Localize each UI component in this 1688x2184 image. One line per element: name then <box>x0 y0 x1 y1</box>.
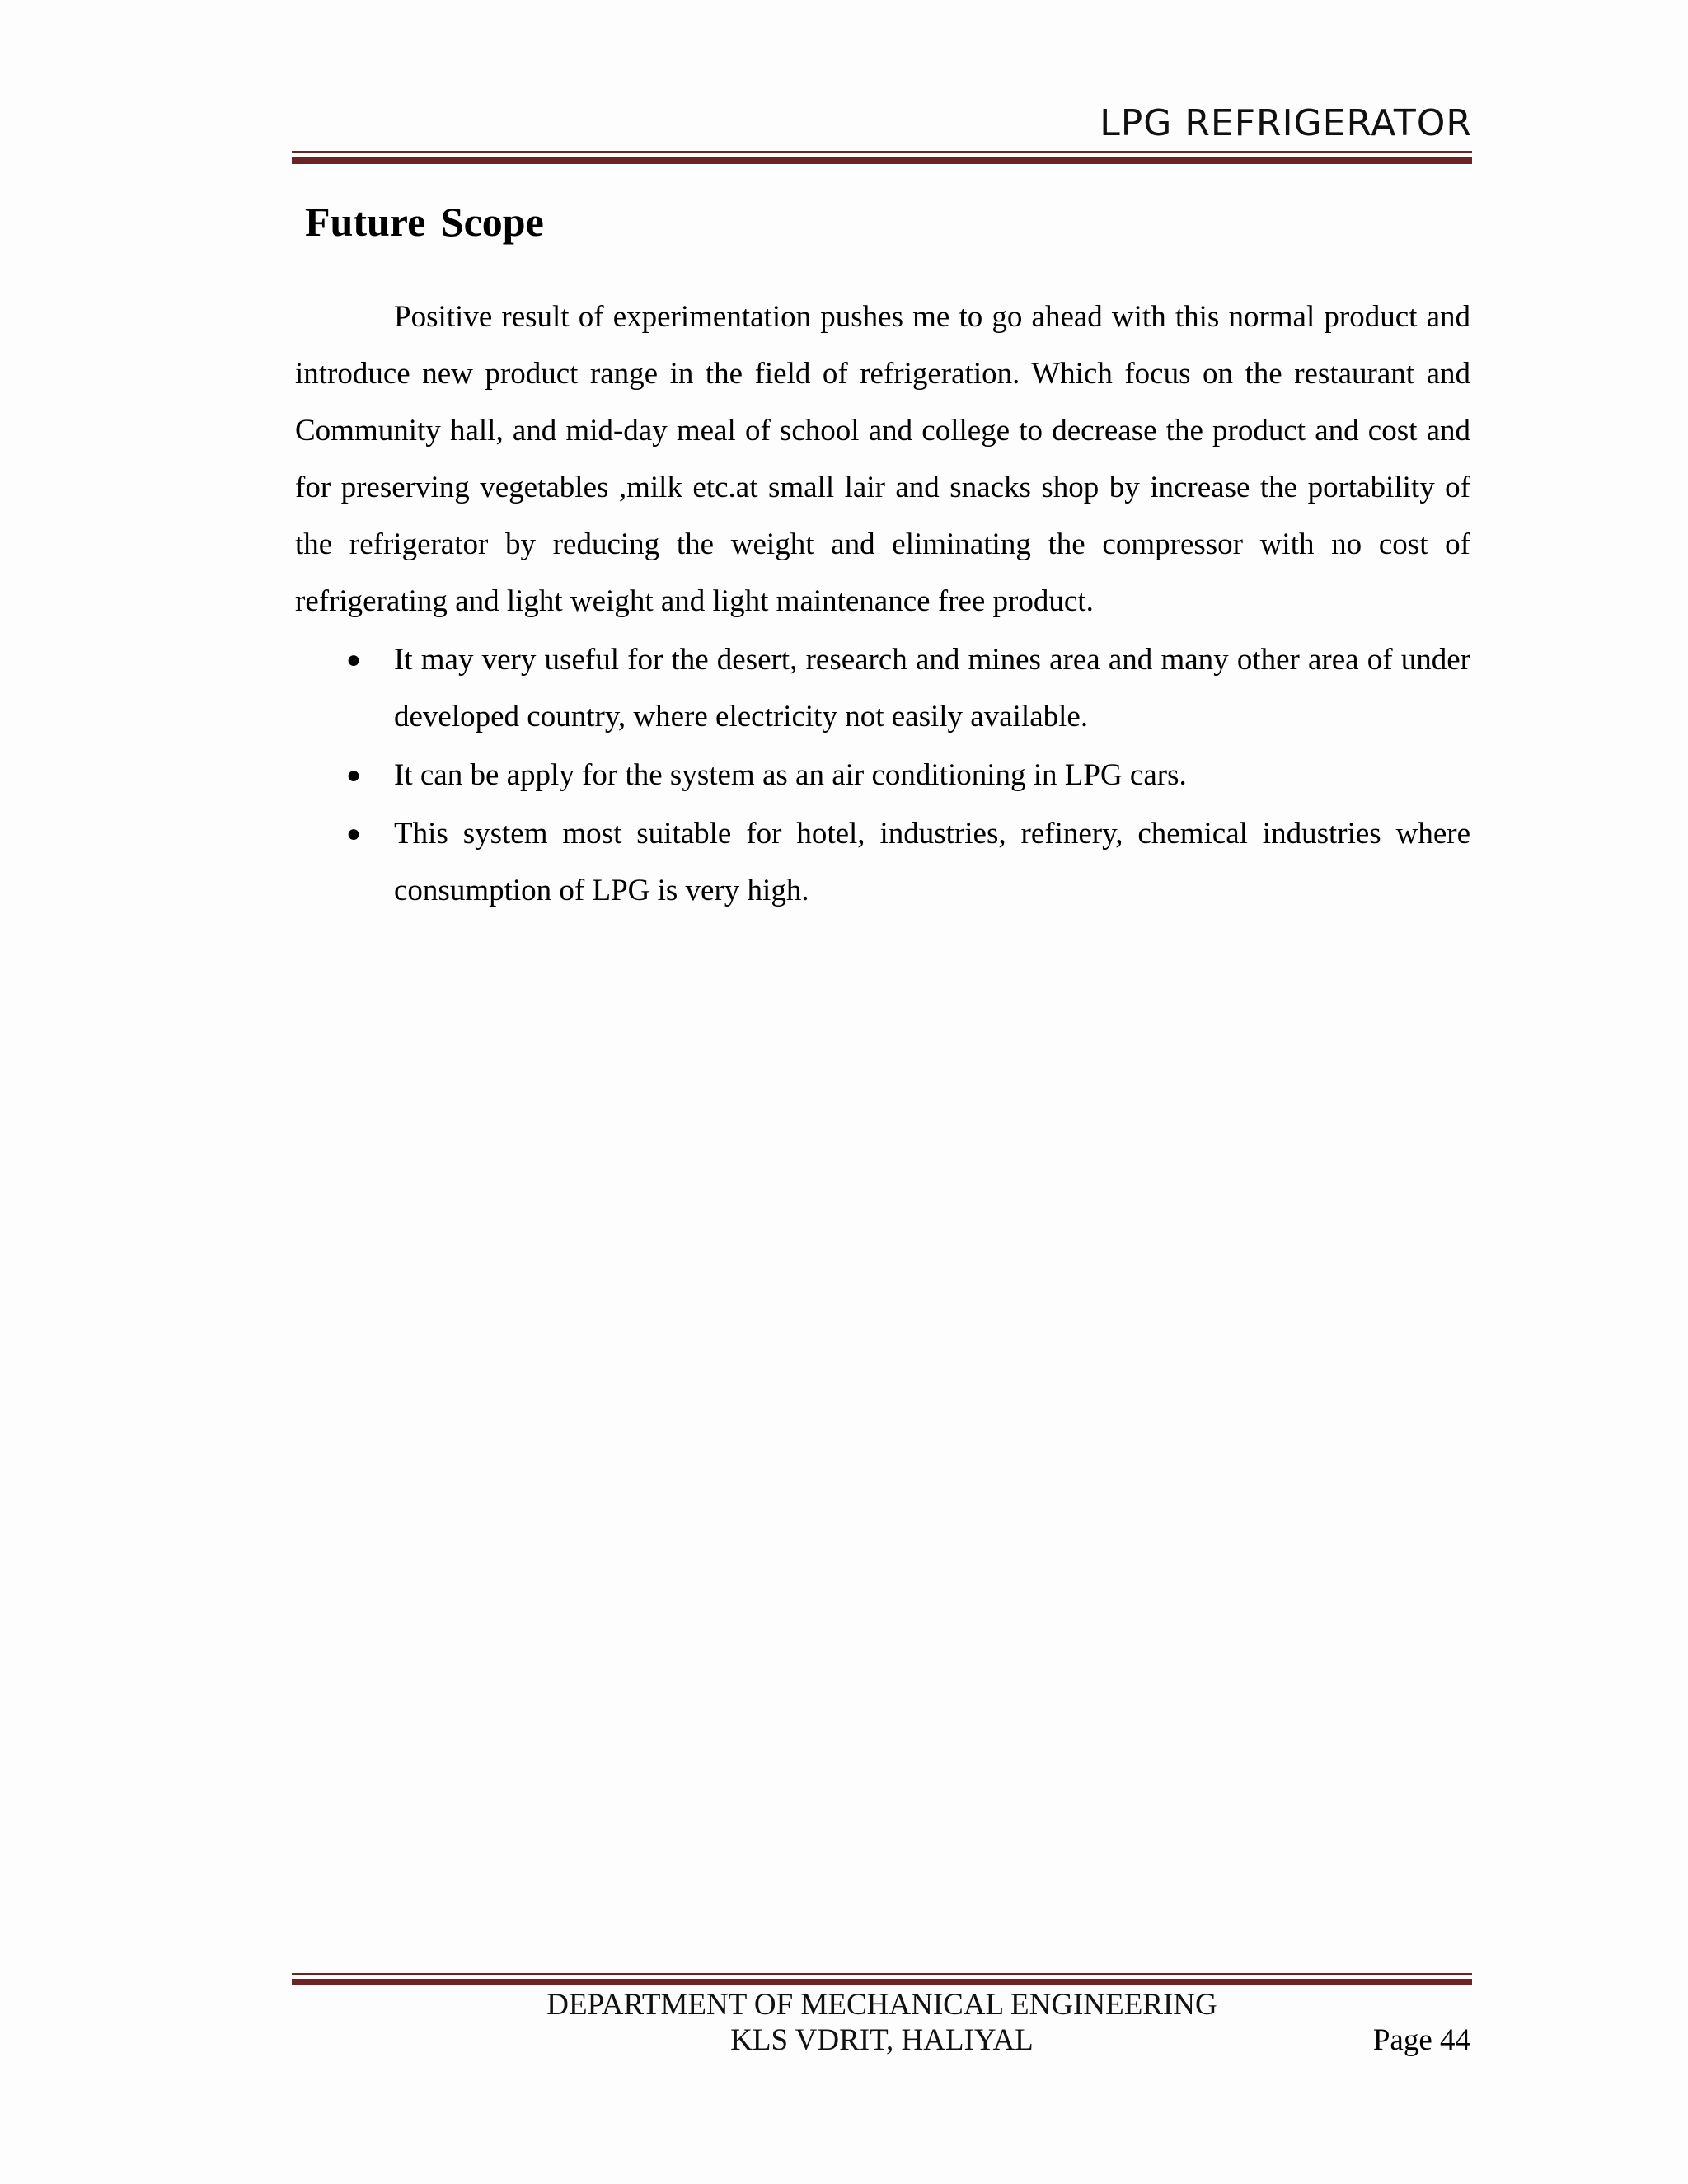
page-number: Page 44 <box>1372 2023 1470 2057</box>
footer-rule <box>292 1973 1472 1985</box>
section-heading: Future Scope <box>305 199 544 245</box>
list-item-text: It can be apply for the system as an air conditioning in LPG cars. <box>394 758 1187 792</box>
footer-institution: KLS VDRIT, HALIYAL <box>730 2023 1034 2057</box>
bullet-icon: ● <box>346 762 362 789</box>
list-item <box>295 747 1470 804</box>
bullet-icon: ● <box>346 646 362 673</box>
bullet-list <box>295 631 1470 919</box>
list-item <box>295 805 1470 919</box>
footer-department: DEPARTMENT OF MECHANICAL ENGINEERING <box>546 1988 1217 2022</box>
running-header-title: LPG REFRIGERATOR <box>1100 102 1472 144</box>
intro-paragraph: Positive result of experimentation pushes me to go ahead with this normal product and introduce new product range in the field of refrigeration. Which focus on the restaurant and Community hall, and mid-day meal of school and college to decrease the product and cost and for preserving vegetables ,milk etc.at small lair and snacks shop by increase the portability of the refrigerator by reducing the weight and eliminating the compressor with no cost of refrigerating and light weight and light maintenance free product. <box>295 300 1470 618</box>
list-item-text: It may very useful for the desert, research and mines area and many other area of under developed country, where electricity not easily available. <box>394 643 1470 733</box>
header-rule <box>292 151 1472 164</box>
list-item <box>295 631 1470 745</box>
bullet-icon: ● <box>346 820 362 847</box>
body-content <box>295 288 1470 919</box>
list-item-text: This system most suitable for hotel, industries, refinery, chemical industries where consumption of LPG is very high. <box>394 817 1470 907</box>
